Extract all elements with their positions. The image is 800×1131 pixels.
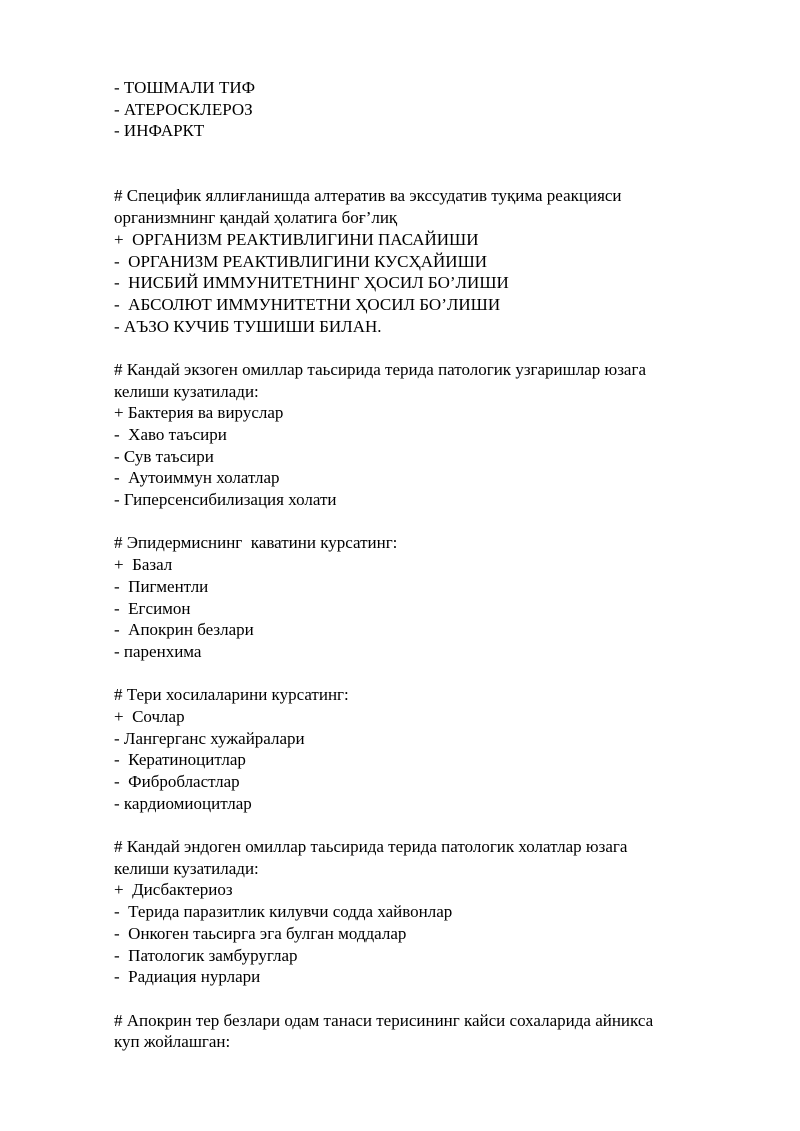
answer-option: - Пигментли (114, 576, 209, 596)
question-text: # Кандай экзоген омиллар таьсирида терида патологик узгаришлар юзага (114, 359, 646, 379)
answer-option: + Базал (114, 555, 173, 575)
question-text: организмнинг қандай ҳолатига боғ’лиқ (114, 208, 398, 228)
question-text: # Кандай эндоген омиллар таьсирида терида патологик холатлар юзага (114, 837, 628, 857)
answer-option: - Егсимон (114, 598, 191, 618)
answer-option: + Дисбактериоз (114, 880, 233, 900)
answer-option: + Бактерия ва вируслар (114, 403, 284, 423)
answer-option: + ОРГАНИЗМ РЕАКТИВЛИГИНИ ПАСАЙИШИ (114, 229, 479, 249)
question-block (114, 1010, 734, 1053)
answer-option: - кардиомиоцитлар (114, 793, 252, 813)
answer-option: - Гиперсенсибилизация холати (114, 490, 337, 510)
question-block (114, 359, 734, 511)
question-text: келиши кузатилади: (114, 858, 259, 878)
document-page (114, 77, 734, 1053)
answer-option: + Сочлар (114, 706, 185, 726)
answer-option: - АЪЗО КУЧИБ ТУШИШИ БИЛАН. (114, 316, 382, 336)
answer-option: - Аутоиммун холатлар (114, 468, 280, 488)
list-item: - АТЕРОСКЛЕРОЗ (114, 99, 253, 119)
answer-option: - НИСБИЙ ИММУНИТЕТНИНГ ҲОСИЛ БО’ЛИШИ (114, 273, 509, 293)
question-block (114, 836, 734, 988)
question-block (114, 185, 734, 337)
list-item: - ИНФАРКТ (114, 121, 205, 141)
question-text: # Специфик яллиғланишда алтератив ва экссудатив туқима реакцияси (114, 186, 622, 206)
answer-option: - Кератиноцитлар (114, 750, 246, 770)
answer-option: - Терида паразитлик килувчи содда хайвонлар (114, 902, 453, 922)
question-text: куп жойлашган: (114, 1032, 231, 1052)
answer-option: - Хаво таъсири (114, 425, 227, 445)
answer-option: - Радиация нурлари (114, 967, 261, 987)
answer-option: - АБСОЛЮТ ИММУНИТЕТНИ ҲОСИЛ БО’ЛИШИ (114, 294, 501, 314)
question-block (114, 684, 734, 814)
answer-option: - ОРГАНИЗМ РЕАКТИВЛИГИНИ КУСҲАЙИШИ (114, 251, 488, 271)
question-text: келиши кузатилади: (114, 381, 259, 401)
question-text: # Эпидермиснинг каватини курсатинг: (114, 533, 398, 553)
answer-option: - Фибробластлар (114, 772, 240, 792)
answer-option: - Патологик замбуруглар (114, 945, 298, 965)
answer-option: - Апокрин безлари (114, 620, 254, 640)
answer-option: - Сув таъсири (114, 446, 214, 466)
list-item: - ТОШМАЛИ ТИФ (114, 78, 256, 97)
question-text: # Тери хосилаларини курсатинг: (114, 685, 349, 705)
question-text: # Апокрин тер безлари одам танаси терисининг кайси сохаларида айникса (114, 1010, 654, 1030)
answer-option: - паренхима (114, 641, 202, 661)
intro-list (114, 77, 734, 142)
answer-option: - Онкоген таьсирга эга булган моддалар (114, 923, 407, 943)
question-block (114, 532, 734, 662)
answer-option: - Лангерганс хужайралари (114, 728, 305, 748)
